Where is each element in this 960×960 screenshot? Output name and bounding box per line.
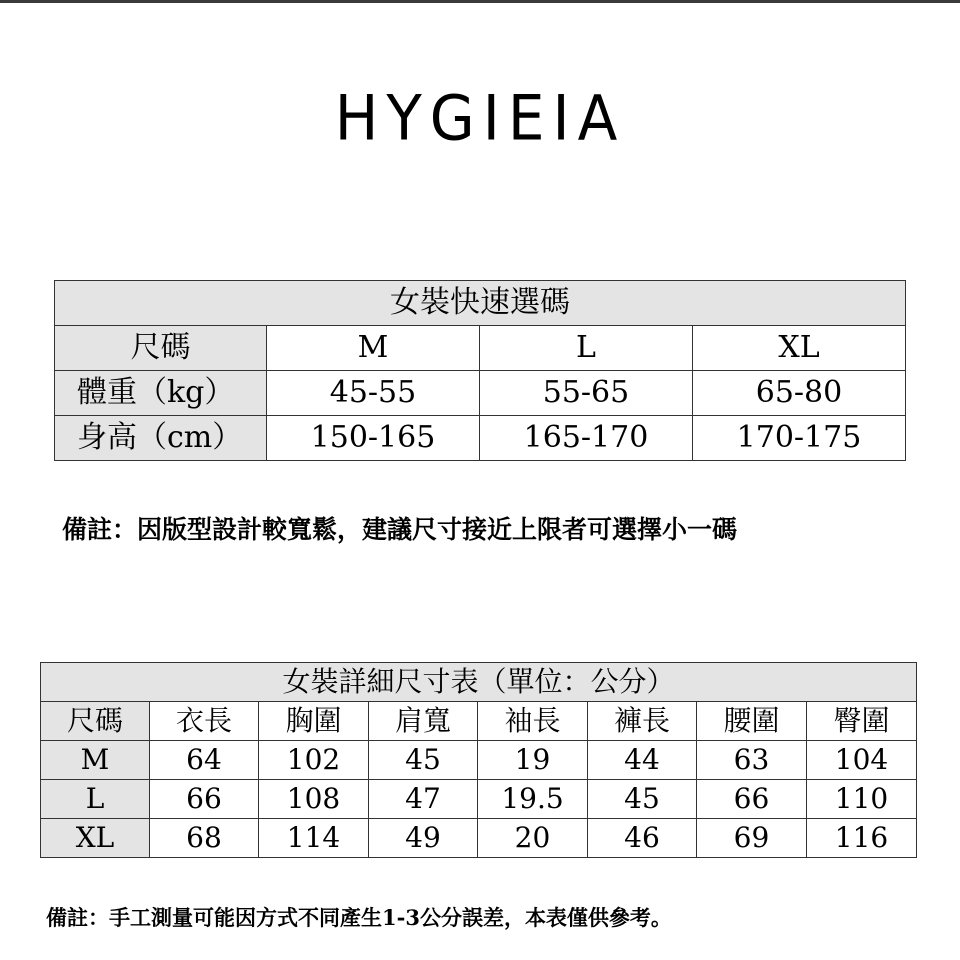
quick-weight-l: 55-65	[480, 371, 693, 416]
quick-weight-xl: 65-80	[693, 371, 906, 416]
detail-cell: 45	[369, 741, 478, 780]
detail-header-cell: 臀圍	[807, 702, 917, 741]
detail-cell: 46	[588, 819, 697, 858]
top-divider	[0, 0, 960, 3]
detail-header-cell: 腰圍	[697, 702, 807, 741]
quick-header-xl: XL	[693, 326, 906, 371]
detail-size-label: L	[41, 780, 150, 819]
detail-row-l	[41, 780, 917, 819]
quick-header-size: 尺碼	[55, 326, 267, 371]
quick-header-m: M	[267, 326, 480, 371]
fit-note: 備註：因版型設計較寬鬆，建議尺寸接近上限者可選擇小一碼	[62, 515, 738, 544]
detail-table-header-row	[41, 702, 917, 741]
quick-table-header-row	[55, 326, 906, 371]
detail-cell: 66	[697, 780, 807, 819]
quick-size-table	[54, 280, 906, 461]
detail-header-cell: 袖長	[478, 702, 588, 741]
quick-header-l: L	[480, 326, 693, 371]
quick-height-m: 150-165	[267, 416, 480, 461]
quick-table-title: 女裝快速選碼	[55, 281, 906, 326]
detail-row-xl	[41, 819, 917, 858]
detail-cell: 49	[369, 819, 478, 858]
quick-row-height	[55, 416, 906, 461]
detail-cell: 64	[150, 741, 259, 780]
detail-cell: 45	[588, 780, 697, 819]
quick-height-xl: 170-175	[693, 416, 906, 461]
detail-cell: 20	[478, 819, 588, 858]
detail-cell: 47	[369, 780, 478, 819]
quick-row-weight	[55, 371, 906, 416]
detail-cell: 19.5	[478, 780, 588, 819]
detail-size-label: XL	[41, 819, 150, 858]
quick-height-l: 165-170	[480, 416, 693, 461]
detail-table-title: 女裝詳細尺寸表（單位：公分）	[41, 663, 917, 702]
detail-header-cell: 褲長	[588, 702, 697, 741]
detail-cell: 114	[259, 819, 369, 858]
detail-cell: 110	[807, 780, 917, 819]
detail-header-cell: 尺碼	[41, 702, 150, 741]
detail-cell: 116	[807, 819, 917, 858]
detail-cell: 19	[478, 741, 588, 780]
quick-height-label: 身高（cm）	[55, 416, 267, 461]
detail-cell: 63	[697, 741, 807, 780]
detail-cell: 108	[259, 780, 369, 819]
quick-weight-m: 45-55	[267, 371, 480, 416]
detail-cell: 44	[588, 741, 697, 780]
detail-table-title-row	[41, 663, 917, 702]
measurement-note: 備註：手工測量可能因方式不同產生1-3公分誤差，本表僅供參考。	[46, 905, 672, 930]
quick-table-title-row	[55, 281, 906, 326]
brand-logo: HYGIEIA	[334, 81, 626, 155]
detail-cell: 104	[807, 741, 917, 780]
detail-size-table	[40, 662, 917, 858]
detail-cell: 69	[697, 819, 807, 858]
detail-header-cell: 胸圍	[259, 702, 369, 741]
quick-weight-label: 體重（kg）	[55, 371, 267, 416]
detail-cell: 102	[259, 741, 369, 780]
detail-cell: 66	[150, 780, 259, 819]
detail-header-cell: 衣長	[150, 702, 259, 741]
detail-header-cell: 肩寬	[369, 702, 478, 741]
detail-row-m	[41, 741, 917, 780]
detail-cell: 68	[150, 819, 259, 858]
detail-size-label: M	[41, 741, 150, 780]
